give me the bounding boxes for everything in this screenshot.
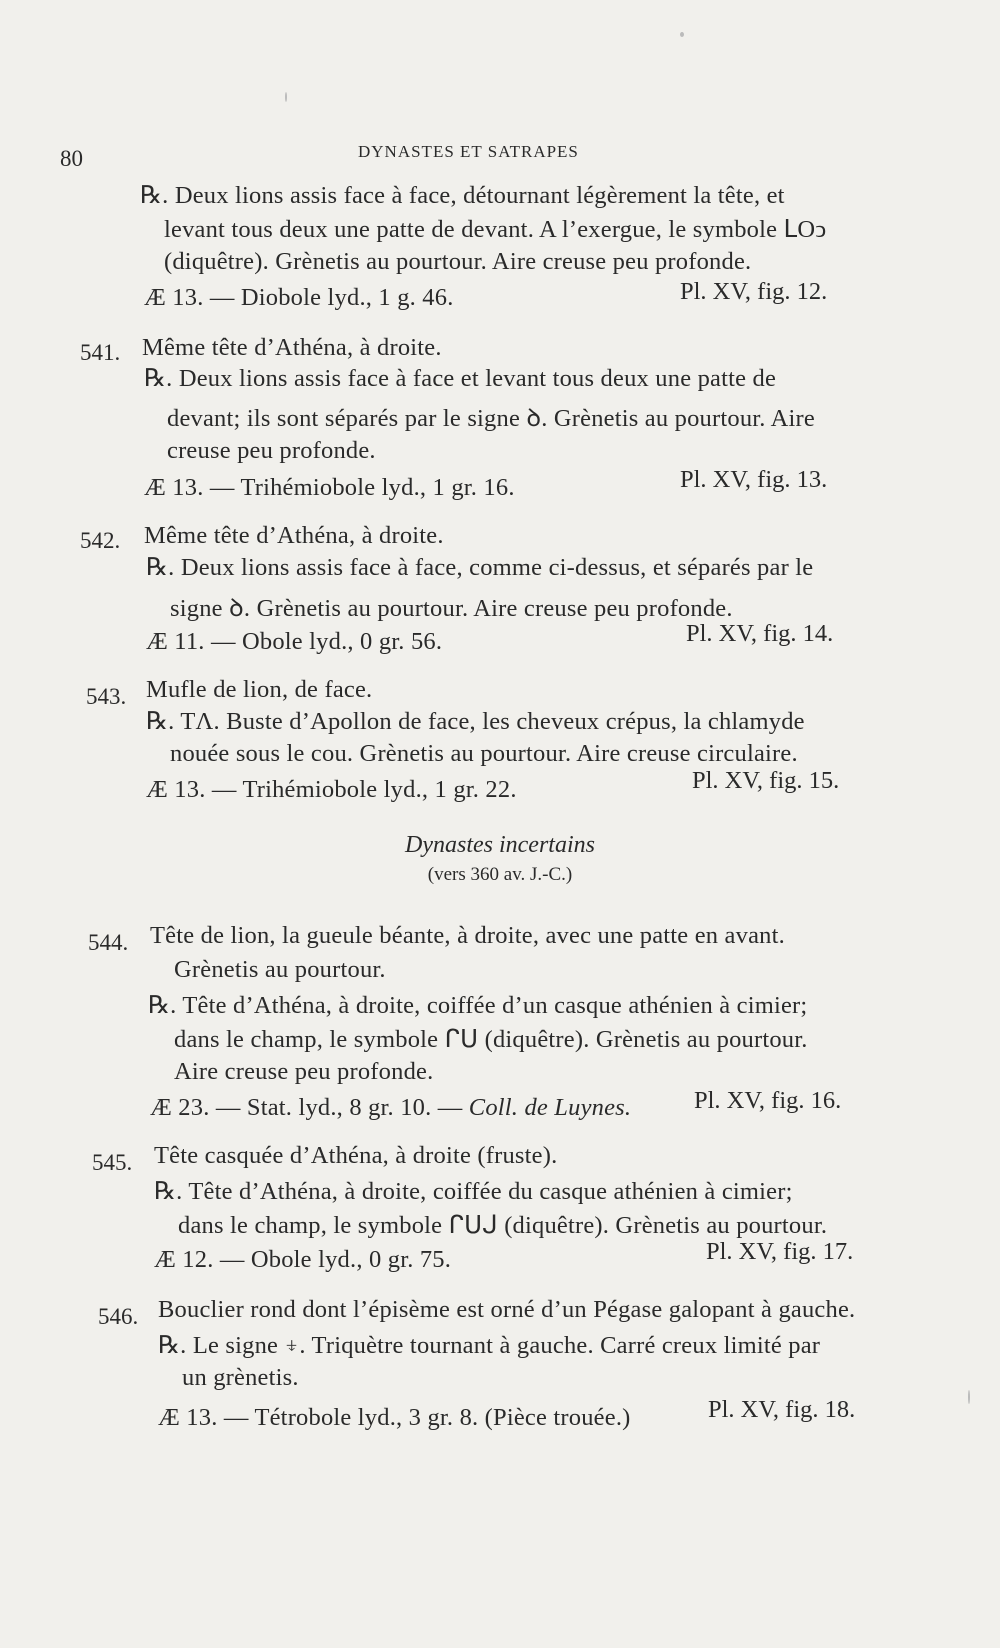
e542-obverse: Même tête d’Athéna, à droite. bbox=[144, 522, 444, 549]
e541-reverse-line-3: creuse peu profonde. bbox=[167, 437, 376, 464]
e543-obverse: Mufle de lion, de face. bbox=[146, 676, 373, 703]
e546-reverse-line-1: ℞. Le signe ⍖. Triquètre tournant à gauche. Carré creux limité par bbox=[158, 1332, 821, 1359]
e541-reverse-line-1: ℞. Deux lions assis face à face et levant tous deux une patte de bbox=[144, 365, 777, 392]
e543-description: Æ 13. — Trihémiobole lyd., 1 gr. 22. bbox=[146, 776, 517, 803]
scan-speck bbox=[968, 1390, 970, 1404]
e544-obverse-line-2: Grènetis au pourtour. bbox=[174, 956, 386, 983]
e541-obverse: Même tête d’Athéna, à droite. bbox=[142, 334, 442, 361]
e544-obverse-line-1: Tête de lion, la gueule béante, à droite, avec une patte en avant. bbox=[150, 922, 785, 949]
e542-reverse-line-1: ℞. Deux lions assis face à face, comme ci-dessus, et séparés par le bbox=[146, 554, 814, 581]
e545-reverse-line-1: ℞. Tête d’Athéna, à droite, coiffée du casque athénien à cimier; bbox=[154, 1178, 793, 1205]
scan-speck bbox=[680, 32, 684, 37]
e542-number: 542. bbox=[80, 528, 121, 553]
e541-reverse-line-2: devant; ils sont séparés par le signe ꝺ. Grènetis au pourtour. Aire bbox=[167, 405, 815, 432]
e544-description bbox=[150, 1094, 631, 1122]
e546-plate-ref: Pl. XV, fig. 18. bbox=[708, 1396, 856, 1423]
e544-reverse-line-2: dans le champ, le symbole ᒋᑌ (diquêtre). Grènetis au pourtour. bbox=[174, 1026, 808, 1053]
e541-description: Æ 13. — Trihémiobole lyd., 1 gr. 16. bbox=[144, 474, 515, 501]
e543-number: 543. bbox=[86, 684, 127, 709]
e544-reverse-line-1: ℞. Tête d’Athéna, à droite, coiffée d’un casque athénien à cimier; bbox=[148, 992, 808, 1019]
e545-number: 545. bbox=[92, 1150, 133, 1175]
e544-plate-ref: Pl. XV, fig. 16. bbox=[694, 1087, 842, 1114]
e542-reverse-line-2: signe ꝺ. Grènetis au pourtour. Aire creuse peu profonde. bbox=[170, 595, 733, 622]
page-number: 80 bbox=[60, 146, 83, 171]
running-title: DYNASTES ET SATRAPES bbox=[358, 142, 579, 161]
section-date: (vers 360 av. J.-C.) bbox=[427, 864, 573, 885]
e544-collection: Coll. de Luynes. bbox=[468, 1094, 632, 1121]
e546-description: Æ 13. — Tétrobole lyd., 3 gr. 8. (Pièce trouée.) bbox=[158, 1404, 631, 1431]
e545-obverse: Tête casquée d’Athéna, à droite (fruste). bbox=[154, 1142, 558, 1169]
e546-obverse: Bouclier rond dont l’épisème est orné d’un Pégase galopant à gauche. bbox=[158, 1296, 856, 1323]
e546-number: 546. bbox=[98, 1304, 139, 1329]
e543-reverse-line-2: nouée sous le cou. Grènetis au pourtour. Aire creuse circulaire. bbox=[170, 740, 798, 767]
e544-reverse-line-3: Aire creuse peu profonde. bbox=[174, 1058, 434, 1085]
e540-description: Æ 13. — Diobole lyd., 1 g. 46. bbox=[144, 284, 454, 311]
section-title: Dynastes incertains bbox=[405, 832, 595, 858]
e546-reverse-line-2: un grènetis. bbox=[182, 1364, 299, 1391]
e544-number: 544. bbox=[88, 930, 129, 955]
e543-reverse-line-1: ℞. TΛ. Buste d’Apollon de face, les cheveux crépus, la chlamyde bbox=[146, 708, 805, 735]
e543-plate-ref: Pl. XV, fig. 15. bbox=[692, 767, 840, 794]
e541-number: 541. bbox=[80, 340, 121, 365]
scan-speck bbox=[285, 92, 287, 102]
e540-reverse-line-1: ℞. Deux lions assis face à face, détournant légèrement la tête, et bbox=[140, 182, 785, 209]
e545-plate-ref: Pl. XV, fig. 17. bbox=[706, 1238, 854, 1265]
e540-plate-ref: Pl. XV, fig. 12. bbox=[680, 278, 828, 305]
e540-reverse-line-3: (diquêtre). Grènetis au pourtour. Aire creuse peu profonde. bbox=[164, 248, 752, 275]
e541-plate-ref: Pl. XV, fig. 13. bbox=[680, 466, 828, 493]
e542-plate-ref: Pl. XV, fig. 14. bbox=[686, 620, 834, 647]
e540-reverse-line-2: levant tous deux une patte de devant. A l’exergue, le symbole ᒪOↄ bbox=[164, 216, 827, 243]
e545-reverse-line-2: dans le champ, le symbole ᒋᑌᒍ (diquêtre). Grènetis au pourtour. bbox=[178, 1212, 828, 1239]
e542-description: Æ 11. — Obole lyd., 0 gr. 56. bbox=[146, 628, 443, 655]
e544-description-text: Æ 23. — Stat. lyd., 8 gr. 10. — bbox=[150, 1094, 469, 1121]
e545-description: Æ 12. — Obole lyd., 0 gr. 75. bbox=[154, 1246, 452, 1273]
